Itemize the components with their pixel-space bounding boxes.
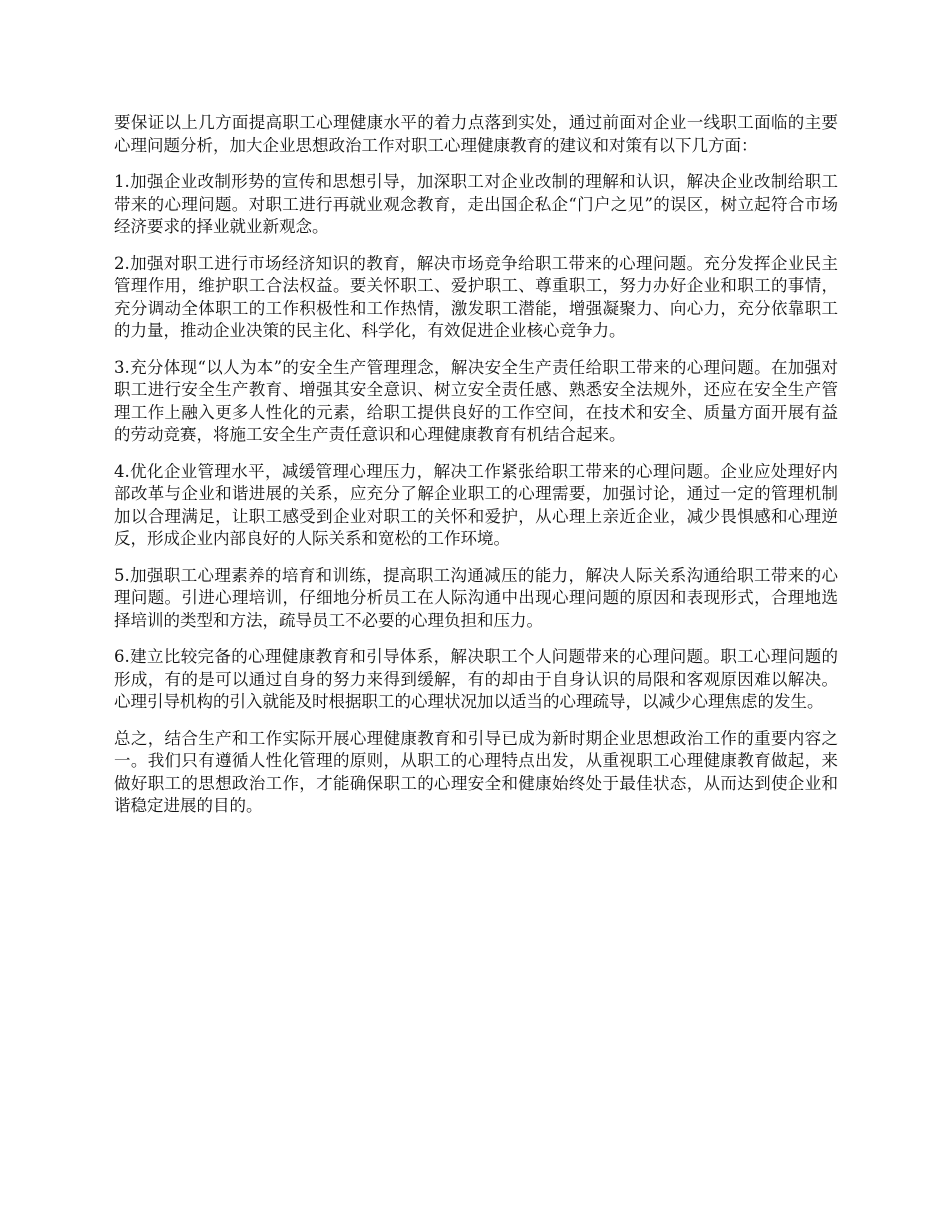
point-2-paragraph: 2.加强对职工进行市场经济知识的教育，解决市场竞争给职工带来的心理问题。充分发挥企业民主管理作用，维护职工合法权益。要关怀职工、爱护职工、尊重职工，努力办好企业和职工的事情，充分调动全体职工的工作积极性和工作热情，激发职工潜能，增强凝聚力、向心力，充分依靠职工的力量，推动企业决策的民主化、科学化，有效促进企业核心竞争力。 (114, 253, 838, 340)
intro-paragraph: 要保证以上几方面提高职工心理健康水平的着力点落到实处，通过前面对企业一线职工面临的主要心理问题分析，加大企业思想政治工作对职工心理健康教育的建议和对策有以下几方面： (114, 113, 838, 155)
point-6-paragraph: 6.建立比较完备的心理健康教育和引导体系，解决职工个人问题带来的心理问题。职工心理问题的形成，有的是可以通过自身的努力来得到缓解，有的却由于自身认识的局限和客观原因难以解决。心理引导机构的引入就能及时根据职工的心理状况加以适当的心理疏导，以减少心理焦虑的发生。 (114, 647, 838, 711)
point-3-paragraph: 3.充分体现“以人为本”的安全生产管理理念，解决安全生产责任给职工带来的心理问题。在加强对职工进行安全生产教育、增强其安全意识、树立安全责任感、熟悉安全法规外，还应在安全生产管理工作上融入更多人性化的元素，给职工提供良好的工作空间，在技术和安全、质量方面开展有益的劳动竞赛，将施工安全生产责任意识和心理健康教育有机结合起来。 (114, 357, 838, 444)
document-page (114, 112, 838, 832)
point-1-paragraph: 1.加强企业改制形势的宣传和思想引导，加深职工对企业改制的理解和认识，解决企业改制给职工带来的心理问题。对职工进行再就业观念教育，走出国企私企“门户之见”的误区，树立起符合市场经济要求的择业就业新观念。 (114, 172, 838, 236)
point-5-paragraph: 5.加强职工心理素养的培育和训练，提高职工沟通减压的能力，解决人际关系沟通给职工带来的心理问题。引进心理培训，仔细地分析员工在人际沟通中出现心理问题的原因和表现形式，合理地选择培训的类型和方法，疏导员工不必要的心理负担和压力。 (114, 565, 838, 630)
conclusion-paragraph: 总之，结合生产和工作实际开展心理健康教育和引导已成为新时期企业思想政治工作的重要内容之一。我们只有遵循人性化管理的原则，从职工的心理特点出发，从重视职工心理健康教育做起，来做好职工的思想政治工作，才能确保职工的心理安全和健康始终处于最佳状态，从而达到使企业和谐稳定进展的目的。 (114, 728, 838, 815)
point-4-paragraph: 4.优化企业管理水平，减缓管理心理压力，解决工作紧张给职工带来的心理问题。企业应处理好内部改革与企业和谐进展的关系，应充分了解企业职工的心理需要，加强讨论，通过一定的管理机制加以合理满足，让职工感受到企业对职工的关怀和爱护，从心理上亲近企业，减少畏惧感和心理逆反，形成企业内部良好的人际关系和宽松的工作环境。 (114, 461, 838, 548)
